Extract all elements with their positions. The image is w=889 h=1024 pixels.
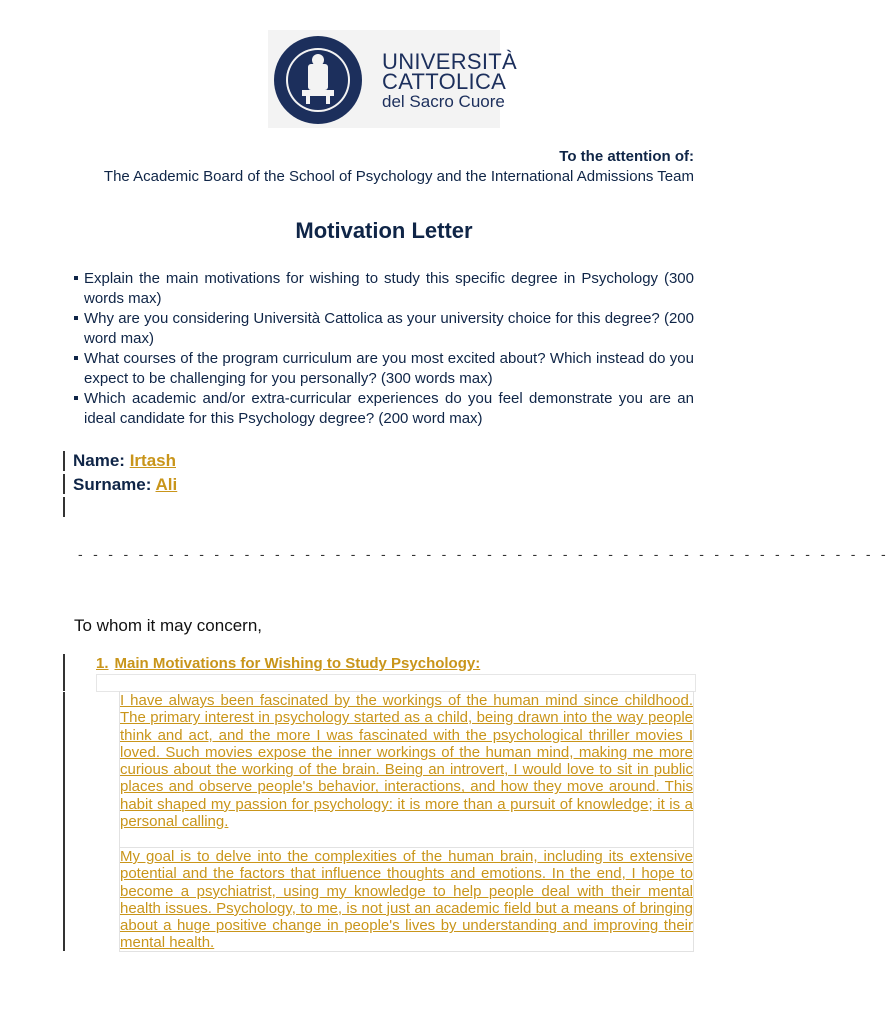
attention-recipients: The Academic Board of the School of Psychology and the International Admissions Team — [103, 168, 694, 185]
motivation-paragraph-2[interactable]: My goal is to delve into the complexities of the human brain, including its extensive potential and the factors that influence thoughts and emotions. In the end, I hope to become a psychiatrist, using my knowledge to help people deal with their mental health issues. Psychology, to me, is not just an academic field but a means of bringing about a huge positive change in people's lives by understanding and improving their mental health. — [120, 848, 693, 952]
salutation: To whom it may concern, — [74, 616, 263, 635]
change-bar — [63, 451, 65, 471]
empty-paragraph-box[interactable] — [96, 674, 696, 692]
name-label: Name: — [73, 451, 125, 470]
surname-value[interactable]: Ali — [155, 475, 178, 494]
prompt-item: Which academic and/or extra-curricular experiences do you feel demonstrate you are an ideal candidate for this Psychology degree? (200 word max) — [74, 389, 694, 429]
change-bar — [63, 474, 65, 494]
change-bar — [63, 692, 65, 951]
change-bar — [63, 654, 65, 691]
surname-field — [73, 475, 177, 495]
prompt-list — [74, 269, 694, 429]
section-heading — [96, 655, 694, 672]
name-field — [73, 451, 176, 471]
logo-line-1: UNIVERSITÀ — [382, 49, 518, 74]
change-bar — [63, 497, 65, 517]
attention-label: To the attention of: — [559, 148, 694, 165]
name-value[interactable]: Irtash — [129, 451, 176, 470]
logo-wordmark — [382, 49, 518, 111]
surname-label: Surname: — [73, 475, 152, 494]
logo-line-2: CATTOLICA — [382, 69, 507, 94]
university-seal-icon — [272, 34, 364, 126]
prompt-item: What courses of the program curriculum are you most excited about? Which instead do you expect to be challenging for you personally? (300 words max) — [74, 349, 694, 389]
motivation-paragraph-1[interactable]: I have always been fascinated by the workings of the human mind since childhood. The primary interest in psychology started as a child, being drawn into the way people think and act, and the more I was fascinated with the psychological thriller movies I loved. Such movies expose the inner workings of the human mind, making me more curious about the working of the brain. Being an introvert, I would love to sit in public places and observe people's behavior, interactions, and how they move around. This habit shaped my passion for psychology: it is more than a pursuit of knowledge; it is a personal calling. — [119, 691, 694, 848]
logo-line-3: del Sacro Cuore — [382, 92, 505, 111]
section-number: 1. — [96, 655, 109, 672]
university-logo — [268, 30, 518, 128]
page-title: Motivation Letter — [295, 218, 473, 243]
separator-line: - - - - - - - - - - - - - - - - - - - - - - - - - - - - - - - - - - - - - - - - - - - - - - - - - - - - - - — [78, 546, 889, 562]
section-title: Main Motivations for Wishing to Study Psychology: — [114, 655, 481, 672]
prompt-item: Explain the main motivations for wishing to study this specific degree in Psychology (300 words max) — [74, 269, 694, 309]
prompt-item: Why are you considering Università Cattolica as your university choice for this degree? (200 word max) — [74, 309, 694, 349]
